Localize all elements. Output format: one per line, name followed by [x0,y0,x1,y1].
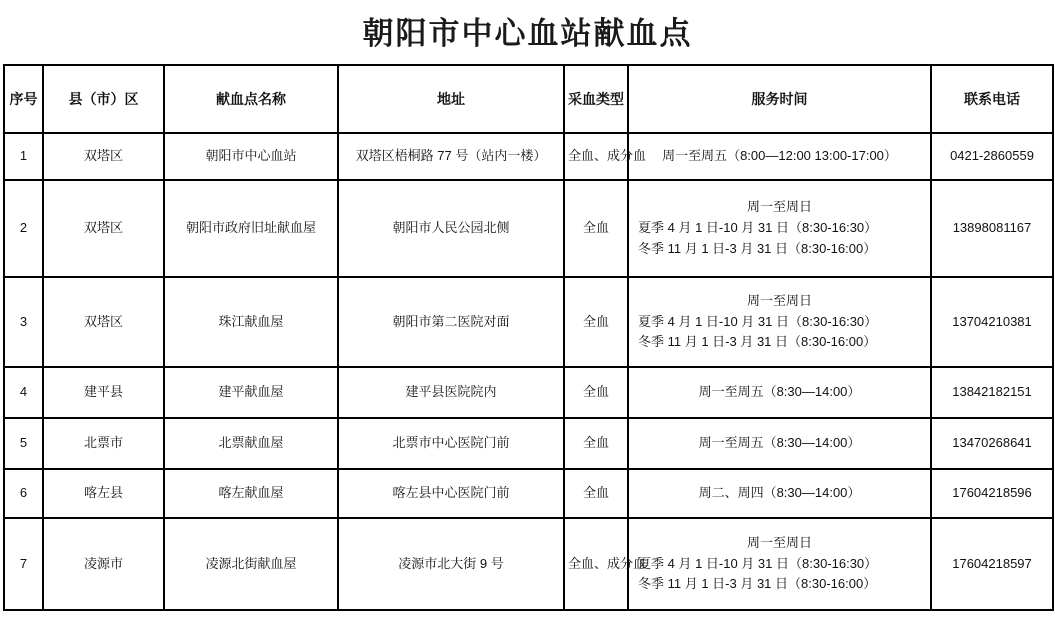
cell-district: 喀左县 [43,469,164,518]
page-title: 朝阳市中心血站献血点 [362,16,693,51]
cell-service-time [628,518,931,610]
cell-phone: 13898081167 [931,180,1053,277]
cell-district: 双塔区 [43,277,164,367]
cell-seq: 3 [4,277,43,367]
cell-district: 建平县 [43,367,164,418]
cell-district: 北票市 [43,418,164,469]
cell-address: 建平县医院院内 [338,367,564,418]
cell-name: 北票献血屋 [164,418,338,469]
cell-address: 喀左县中心医院门前 [338,469,564,518]
cell-type: 全血、成分血 [564,133,628,180]
cell-service-time [628,418,931,469]
cell-service-time [628,133,931,180]
column-header-service-time: 服务时间 [628,65,931,133]
cell-phone: 17604218596 [931,469,1053,518]
service-line: 周一至周日 [746,199,812,215]
cell-service-time [628,367,931,418]
service-line: 周一至周五（8:30—14:00） [698,384,861,400]
cell-address: 凌源市北大街 9 号 [338,518,564,610]
cell-type: 全血、成分血 [564,518,628,610]
donation-points-table [3,64,1054,611]
cell-type: 全血 [564,418,628,469]
service-line-summer: 夏季 4 月 1 日-10 月 31 日（8:30-16:30） [638,220,878,236]
table-row [4,133,1053,180]
cell-address: 北票市中心医院门前 [338,418,564,469]
table-row [4,518,1053,610]
cell-type: 全血 [564,367,628,418]
cell-district: 凌源市 [43,518,164,610]
service-line-summer: 夏季 4 月 1 日-10 月 31 日（8:30-16:30） [638,555,878,571]
cell-seq: 1 [4,133,43,180]
cell-address: 朝阳市人民公园北侧 [338,180,564,277]
cell-name: 朝阳市政府旧址献血屋 [164,180,338,277]
column-header-type: 采血类型 [564,65,628,133]
cell-name: 凌源北街献血屋 [164,518,338,610]
service-line: 周一至周日 [746,292,812,308]
service-line-summer: 夏季 4 月 1 日-10 月 31 日（8:30-16:30） [638,313,878,329]
cell-service-time [628,469,931,518]
cell-address: 双塔区梧桐路 77 号（站内一楼） [338,133,564,180]
cell-seq: 5 [4,418,43,469]
column-header-phone: 联系电话 [931,65,1053,133]
table-row [4,180,1053,277]
service-line: 周一至周日 [746,534,812,550]
cell-service-time [628,180,931,277]
column-header-address: 地址 [338,65,564,133]
table-row [4,469,1053,518]
column-header-name: 献血点名称 [164,65,338,133]
cell-type: 全血 [564,277,628,367]
cell-phone: 0421-2860559 [931,133,1053,180]
header-row [4,65,1053,133]
column-header-district: 县（市）区 [43,65,164,133]
cell-phone: 13842182151 [931,367,1053,418]
cell-phone: 13470268641 [931,418,1053,469]
cell-phone: 13704210381 [931,277,1053,367]
cell-type: 全血 [564,469,628,518]
table-row [4,367,1053,418]
service-line-winter: 冬季 11 月 1 日-3 月 31 日（8:30-16:00） [638,334,877,350]
cell-phone: 17604218597 [931,518,1053,610]
column-header-seq: 序号 [4,65,43,133]
cell-name: 建平献血屋 [164,367,338,418]
cell-district: 双塔区 [43,180,164,277]
table-row [4,418,1053,469]
cell-seq: 4 [4,367,43,418]
service-line: 周一至周五（8:30—14:00） [698,435,861,451]
cell-name: 喀左献血屋 [164,469,338,518]
cell-service-time [628,277,931,367]
service-line: 周二、周四（8:30—14:00） [698,485,861,501]
cell-type: 全血 [564,180,628,277]
cell-district: 双塔区 [43,133,164,180]
table-row [4,277,1053,367]
service-line-winter: 冬季 11 月 1 日-3 月 31 日（8:30-16:00） [638,576,877,592]
cell-name: 朝阳市中心血站 [164,133,338,180]
cell-name: 珠江献血屋 [164,277,338,367]
cell-seq: 7 [4,518,43,610]
service-line: 周一至周五（8:00—12:00 13:00-17:00） [662,148,897,164]
service-line-winter: 冬季 11 月 1 日-3 月 31 日（8:30-16:00） [638,240,877,256]
cell-address: 朝阳市第二医院对面 [338,277,564,367]
cell-seq: 2 [4,180,43,277]
cell-seq: 6 [4,469,43,518]
